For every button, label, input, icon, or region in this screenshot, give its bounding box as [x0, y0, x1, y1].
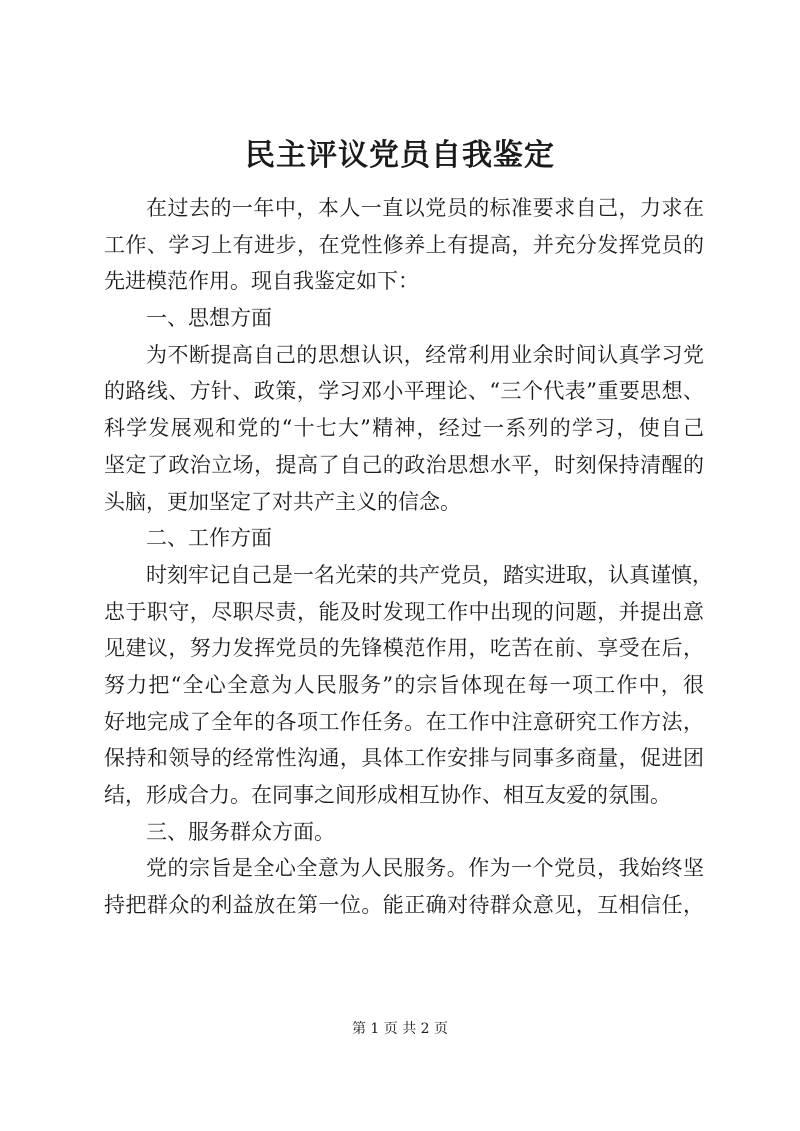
- document-body: [104, 190, 713, 924]
- paragraph-line: 头脑，更加坚定了对共产主义的信念。: [104, 489, 461, 514]
- paragraph-line: 结，形成合力。在同事之间形成相互协作、相互友爱的氛围。: [104, 783, 671, 807]
- paragraph-line: 科学发展观和党的“十七大”精神，经过一系列的学习，使自己: [104, 416, 704, 441]
- paragraph-line: 为不断提高自己的思想认识，经常利用业余时间认真学习党: [146, 342, 704, 367]
- paragraph-line: 持把群众的利益放在第一位。能正确对待群众意见，互相信任，: [104, 893, 704, 918]
- paragraph-line: 见建议，努力发挥党员的先锋模范作用，吃苦在前、享受在后，: [104, 636, 704, 661]
- section-heading: 二、工作方面: [146, 526, 272, 551]
- section-heading: 一、思想方面: [146, 306, 272, 331]
- paragraph-line: 先进模范作用。现自我鉴定如下：: [104, 269, 419, 294]
- paragraph-line: 工作、学习上有进步，在党性修养上有提高，并充分发挥党员的: [104, 232, 704, 257]
- paragraph-line: 努力把“全心全意为人民服务”的宗旨体现在每一项工作中，很: [104, 672, 704, 697]
- document-title: 民主评议党员自我鉴定: [245, 138, 555, 173]
- paragraph-line: 好地完成了全年的各项工作任务。在工作中注意研究工作方法，: [104, 709, 704, 734]
- paragraph-line: 时刻牢记自己是一名光荣的共产党员，踏实进取，认真谨慎，: [146, 562, 713, 587]
- paragraph-line: 在过去的一年中，本人一直以党员的标准要求自己，力求在: [146, 196, 704, 220]
- paragraph-line: 忠于职守，尽职尽责，能及时发现工作中出现的问题，并提出意: [104, 599, 704, 624]
- page-footer: 第 1 页 共 2 页: [351, 1021, 449, 1037]
- paragraph-line: 的路线、方针、政策，学习邓小平理论、“三个代表”重要思想、: [104, 379, 704, 404]
- paragraph-line: 保持和领导的经常性沟通，具体工作安排与同事多商量，促进团: [104, 746, 704, 771]
- paragraph-line: 坚定了政治立场，提高了自己的政治思想水平，时刻保持清醒的: [104, 452, 704, 477]
- section-heading: 三、服务群众方面。: [146, 819, 335, 844]
- paragraph-line: 党的宗旨是全心全意为人民服务。作为一个党员，我始终坚: [146, 856, 704, 881]
